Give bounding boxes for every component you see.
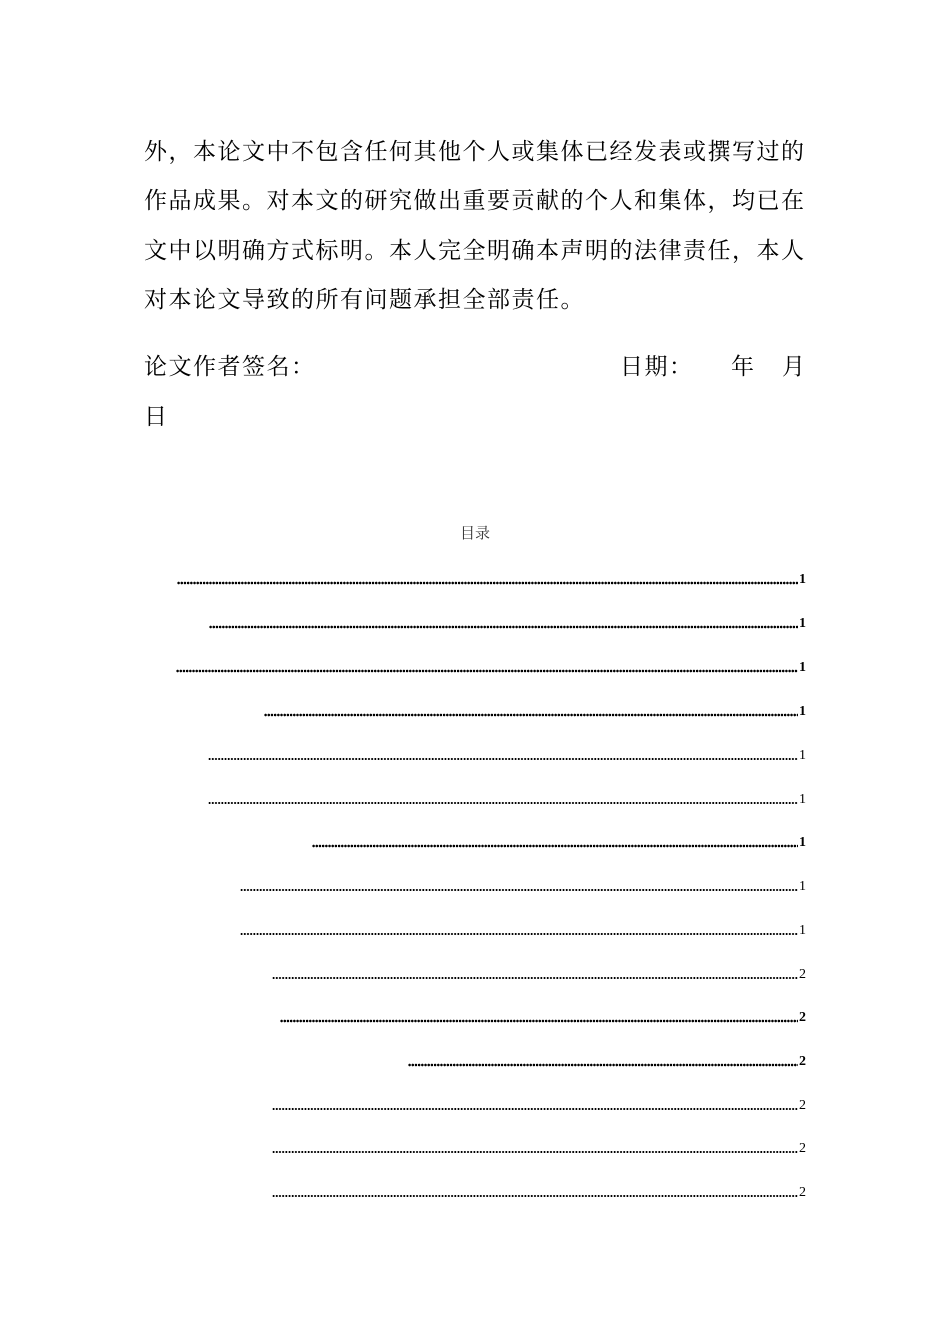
day-label: 日 [144, 404, 167, 430]
toc-entry[interactable] [240, 921, 806, 939]
toc-entry[interactable] [176, 658, 806, 676]
toc-entry[interactable] [272, 1096, 806, 1114]
toc-page-number: 1 [799, 660, 806, 675]
toc-page-number: 1 [799, 572, 806, 587]
toc-entry[interactable] [272, 965, 806, 983]
toc-page-number: 1 [799, 879, 806, 894]
toc-leader [208, 801, 798, 805]
toc-leader [240, 888, 798, 892]
signature-label: 论文作者签名： [144, 354, 316, 380]
toc-leader [272, 1194, 798, 1198]
toc-page-number: 1 [799, 748, 806, 763]
toc-entry[interactable] [208, 790, 806, 808]
toc-entry[interactable] [177, 570, 806, 588]
year-label: 年 [731, 354, 754, 380]
toc-leader [408, 1063, 798, 1067]
toc-page-number: 2 [799, 967, 806, 982]
toc-page-number: 2 [799, 1054, 806, 1069]
toc-leader [272, 1150, 798, 1154]
toc-page-number: 2 [799, 1185, 806, 1200]
toc-leader [177, 581, 798, 585]
toc-entry[interactable] [408, 1052, 806, 1070]
toc-leader [280, 1019, 798, 1023]
toc-entry[interactable] [280, 1008, 806, 1026]
month-label: 月 [782, 354, 805, 380]
toc-entry[interactable] [240, 877, 806, 895]
toc-entry[interactable] [208, 746, 806, 764]
date-label: 日期： [620, 354, 694, 380]
toc-leader [272, 976, 798, 980]
toc-page-number: 1 [799, 792, 806, 807]
toc-leader [272, 1107, 798, 1111]
declaration-line-1: 外，本论文中不包含任何其他个人或集体已经发表或撰写过的 [144, 139, 806, 165]
toc-entry[interactable] [209, 614, 806, 632]
toc-leader [264, 713, 798, 717]
toc-entry[interactable] [272, 1183, 806, 1201]
toc-page-number: 2 [799, 1010, 806, 1025]
toc-leader [312, 844, 798, 848]
declaration-line-3: 文中以明确方式标明。本人完全明确本声明的法律责任，本人 [144, 238, 806, 264]
toc-entry[interactable] [312, 833, 806, 851]
toc-page-number: 2 [799, 1098, 806, 1113]
declaration-line-2: 作品成果。对本文的研究做出重要贡献的个人和集体，均已在 [144, 188, 806, 214]
declaration-line-4: 对本论文导致的所有问题承担全部责任。 [144, 287, 585, 313]
toc-page-number: 1 [799, 704, 806, 719]
toc-leader [208, 757, 798, 761]
toc-entry[interactable] [264, 702, 806, 720]
toc-title: 目录 [459, 524, 490, 542]
toc-page-number: 1 [799, 923, 806, 938]
toc-page-number: 1 [799, 835, 806, 850]
toc-leader [176, 669, 798, 673]
toc-page-number: 2 [799, 1141, 806, 1156]
toc-leader [240, 932, 798, 936]
toc-leader [209, 625, 798, 629]
toc-entry[interactable] [272, 1139, 806, 1157]
toc-page-number: 1 [799, 616, 806, 631]
